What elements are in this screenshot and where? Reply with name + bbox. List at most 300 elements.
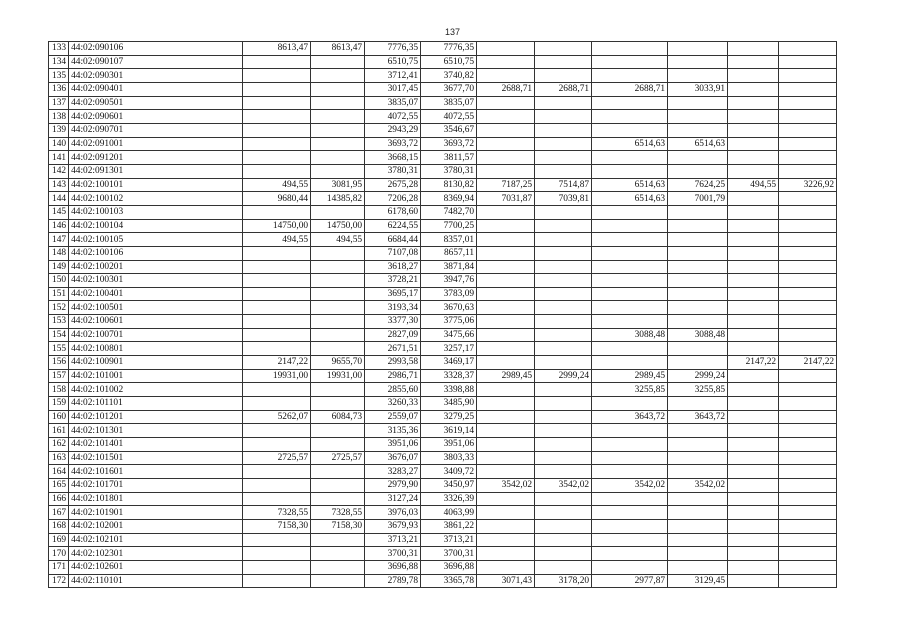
value-col-12-cell	[779, 410, 837, 424]
value-col-4-cell: 14750,00	[311, 219, 365, 233]
value-col-5-cell: 3135,36	[365, 424, 421, 438]
value-col-6-cell: 3485,90	[421, 397, 477, 411]
table-row	[49, 110, 837, 124]
value-col-8-cell	[535, 328, 592, 342]
row-number-cell: 134	[49, 55, 69, 69]
table-row	[49, 151, 837, 165]
cadastral-block-cell: 44:02:101201	[69, 410, 243, 424]
value-col-12-cell	[779, 519, 837, 533]
value-col-6-cell: 3713,21	[421, 533, 477, 547]
value-col-6-cell: 3670,63	[421, 301, 477, 315]
value-col-12-cell	[779, 96, 837, 110]
value-col-10-cell: 2999,24	[668, 369, 728, 383]
value-col-4-cell	[311, 96, 365, 110]
table-row	[49, 233, 837, 247]
value-col-11-cell	[728, 164, 779, 178]
value-col-6-cell: 3775,06	[421, 315, 477, 329]
row-number-cell: 137	[49, 96, 69, 110]
value-col-3-cell	[243, 274, 311, 288]
cadastral-block-cell: 44:02:101701	[69, 479, 243, 493]
value-col-3-cell: 14750,00	[243, 219, 311, 233]
value-col-7-cell	[477, 451, 535, 465]
value-col-7-cell	[477, 164, 535, 178]
cadastral-block-cell: 44:02:090701	[69, 123, 243, 137]
table-row	[49, 465, 837, 479]
value-col-12-cell	[779, 137, 837, 151]
value-col-5-cell: 3377,30	[365, 315, 421, 329]
value-col-7-cell	[477, 246, 535, 260]
value-col-7-cell	[477, 96, 535, 110]
value-col-7-cell	[477, 492, 535, 506]
value-col-6-cell: 4072,55	[421, 110, 477, 124]
value-col-9-cell	[592, 246, 668, 260]
cadastral-block-cell: 44:02:102301	[69, 547, 243, 561]
value-col-5-cell: 3679,93	[365, 519, 421, 533]
cadastral-block-cell: 44:02:100105	[69, 233, 243, 247]
value-col-4-cell	[311, 315, 365, 329]
value-col-11-cell	[728, 424, 779, 438]
cadastral-block-cell: 44:02:090301	[69, 69, 243, 83]
value-col-9-cell: 3542,02	[592, 479, 668, 493]
value-col-9-cell	[592, 547, 668, 561]
value-col-10-cell	[668, 301, 728, 315]
table-body	[49, 42, 837, 588]
value-col-11-cell	[728, 574, 779, 588]
value-col-11-cell	[728, 110, 779, 124]
value-col-12-cell	[779, 533, 837, 547]
value-col-11-cell	[728, 519, 779, 533]
value-col-3-cell	[243, 479, 311, 493]
value-col-5-cell: 3976,03	[365, 506, 421, 520]
value-col-8-cell	[535, 287, 592, 301]
value-col-10-cell	[668, 506, 728, 520]
cadastral-block-cell: 44:02:101901	[69, 506, 243, 520]
value-col-8-cell	[535, 547, 592, 561]
value-col-3-cell	[243, 383, 311, 397]
table-row	[49, 69, 837, 83]
value-col-5-cell: 3695,17	[365, 287, 421, 301]
value-col-12-cell	[779, 506, 837, 520]
value-col-3-cell: 19931,00	[243, 369, 311, 383]
value-col-4-cell	[311, 397, 365, 411]
value-col-12-cell	[779, 451, 837, 465]
value-col-6-cell: 3947,76	[421, 274, 477, 288]
row-number-cell: 170	[49, 547, 69, 561]
value-col-7-cell	[477, 137, 535, 151]
table-row	[49, 342, 837, 356]
value-col-4-cell	[311, 465, 365, 479]
value-col-10-cell	[668, 151, 728, 165]
value-col-9-cell	[592, 533, 668, 547]
value-col-4-cell	[311, 574, 365, 588]
cadastral-block-cell: 44:02:100501	[69, 301, 243, 315]
value-col-7-cell	[477, 383, 535, 397]
value-col-7-cell	[477, 506, 535, 520]
value-col-12-cell	[779, 69, 837, 83]
value-col-9-cell	[592, 560, 668, 574]
value-col-3-cell	[243, 123, 311, 137]
value-col-10-cell: 3033,91	[668, 82, 728, 96]
value-col-5-cell: 7206,28	[365, 192, 421, 206]
value-col-11-cell	[728, 233, 779, 247]
value-col-4-cell	[311, 383, 365, 397]
table-row	[49, 560, 837, 574]
value-col-8-cell	[535, 55, 592, 69]
value-col-4-cell	[311, 137, 365, 151]
value-col-6-cell: 3780,31	[421, 164, 477, 178]
table-row	[49, 397, 837, 411]
value-col-3-cell: 8613,47	[243, 42, 311, 56]
value-col-3-cell	[243, 110, 311, 124]
table-row	[49, 410, 837, 424]
value-col-11-cell	[728, 397, 779, 411]
value-col-4-cell	[311, 246, 365, 260]
value-col-8-cell	[535, 274, 592, 288]
value-col-9-cell	[592, 397, 668, 411]
value-col-9-cell	[592, 315, 668, 329]
value-col-11-cell	[728, 547, 779, 561]
row-number-cell: 147	[49, 233, 69, 247]
value-col-3-cell	[243, 560, 311, 574]
value-col-8-cell	[535, 506, 592, 520]
value-col-8-cell	[535, 137, 592, 151]
value-col-5-cell: 2986,71	[365, 369, 421, 383]
table-row	[49, 519, 837, 533]
value-col-10-cell	[668, 42, 728, 56]
cadastral-block-cell: 44:02:100101	[69, 178, 243, 192]
value-col-8-cell	[535, 110, 592, 124]
value-col-11-cell	[728, 219, 779, 233]
table-row	[49, 356, 837, 370]
value-col-11-cell	[728, 42, 779, 56]
value-col-10-cell	[668, 164, 728, 178]
value-col-9-cell	[592, 55, 668, 69]
value-col-7-cell: 3542,02	[477, 479, 535, 493]
value-col-5-cell: 3668,15	[365, 151, 421, 165]
value-col-8-cell	[535, 42, 592, 56]
value-col-7-cell	[477, 397, 535, 411]
value-col-9-cell	[592, 151, 668, 165]
value-col-6-cell: 8369,94	[421, 192, 477, 206]
value-col-8-cell	[535, 69, 592, 83]
value-col-12-cell	[779, 574, 837, 588]
table-row	[49, 547, 837, 561]
value-col-8-cell	[535, 315, 592, 329]
value-col-10-cell	[668, 110, 728, 124]
value-col-10-cell	[668, 287, 728, 301]
value-col-9-cell	[592, 438, 668, 452]
value-col-8-cell	[535, 397, 592, 411]
value-col-3-cell	[243, 69, 311, 83]
value-col-7-cell	[477, 233, 535, 247]
value-col-10-cell: 7624,25	[668, 178, 728, 192]
value-col-7-cell	[477, 410, 535, 424]
cadastral-block-cell: 44:02:100102	[69, 192, 243, 206]
value-col-6-cell: 3257,17	[421, 342, 477, 356]
table-row	[49, 192, 837, 206]
value-col-3-cell	[243, 55, 311, 69]
value-col-4-cell: 9655,70	[311, 356, 365, 370]
value-col-6-cell: 3871,84	[421, 260, 477, 274]
value-col-9-cell	[592, 301, 668, 315]
row-number-cell: 172	[49, 574, 69, 588]
value-col-7-cell	[477, 69, 535, 83]
value-col-7-cell	[477, 219, 535, 233]
cadastral-block-cell: 44:02:100801	[69, 342, 243, 356]
row-number-cell: 136	[49, 82, 69, 96]
value-col-9-cell: 6514,63	[592, 192, 668, 206]
value-col-11-cell	[728, 328, 779, 342]
value-col-5-cell: 2789,78	[365, 574, 421, 588]
value-col-11-cell	[728, 479, 779, 493]
value-col-10-cell: 6514,63	[668, 137, 728, 151]
value-col-12-cell	[779, 465, 837, 479]
value-col-4-cell: 14385,82	[311, 192, 365, 206]
value-col-11-cell	[728, 192, 779, 206]
cadastral-block-cell: 44:02:100701	[69, 328, 243, 342]
value-col-3-cell	[243, 164, 311, 178]
table-row	[49, 506, 837, 520]
value-col-4-cell: 2725,57	[311, 451, 365, 465]
value-col-10-cell	[668, 533, 728, 547]
value-col-5-cell: 2993,58	[365, 356, 421, 370]
row-number-cell: 162	[49, 438, 69, 452]
value-col-3-cell: 2147,22	[243, 356, 311, 370]
value-col-10-cell	[668, 260, 728, 274]
value-col-5-cell: 3780,31	[365, 164, 421, 178]
value-col-3-cell	[243, 438, 311, 452]
table-row	[49, 574, 837, 588]
value-col-6-cell: 8130,82	[421, 178, 477, 192]
value-col-10-cell	[668, 397, 728, 411]
value-col-12-cell	[779, 55, 837, 69]
value-col-4-cell	[311, 342, 365, 356]
value-col-4-cell	[311, 328, 365, 342]
value-col-4-cell	[311, 151, 365, 165]
table-row	[49, 492, 837, 506]
value-col-11-cell	[728, 342, 779, 356]
table-row	[49, 123, 837, 137]
table-row	[49, 55, 837, 69]
value-col-9-cell	[592, 110, 668, 124]
table-row	[49, 164, 837, 178]
value-col-12-cell	[779, 205, 837, 219]
value-col-8-cell	[535, 342, 592, 356]
value-col-6-cell: 3409,72	[421, 465, 477, 479]
row-number-cell: 157	[49, 369, 69, 383]
value-col-10-cell	[668, 274, 728, 288]
value-col-6-cell: 3835,07	[421, 96, 477, 110]
value-col-4-cell	[311, 438, 365, 452]
value-col-9-cell: 3255,85	[592, 383, 668, 397]
value-col-7-cell: 7031,87	[477, 192, 535, 206]
value-col-7-cell	[477, 110, 535, 124]
value-col-10-cell	[668, 123, 728, 137]
row-number-cell: 163	[49, 451, 69, 465]
value-col-8-cell	[535, 438, 592, 452]
cadastral-block-cell: 44:02:100601	[69, 315, 243, 329]
value-col-9-cell	[592, 506, 668, 520]
value-col-9-cell	[592, 42, 668, 56]
row-number-cell: 171	[49, 560, 69, 574]
value-col-10-cell	[668, 342, 728, 356]
value-col-9-cell	[592, 465, 668, 479]
value-col-12-cell	[779, 246, 837, 260]
value-col-5-cell: 3283,27	[365, 465, 421, 479]
value-col-10-cell	[668, 315, 728, 329]
value-col-9-cell: 2688,71	[592, 82, 668, 96]
value-col-5-cell: 6510,75	[365, 55, 421, 69]
value-col-8-cell	[535, 533, 592, 547]
value-col-11-cell	[728, 69, 779, 83]
value-col-4-cell	[311, 82, 365, 96]
value-col-11-cell	[728, 287, 779, 301]
value-col-11-cell	[728, 151, 779, 165]
row-number-cell: 167	[49, 506, 69, 520]
value-col-10-cell: 3129,45	[668, 574, 728, 588]
value-col-11-cell: 2147,22	[728, 356, 779, 370]
value-col-7-cell	[477, 533, 535, 547]
value-col-3-cell: 5262,07	[243, 410, 311, 424]
value-col-11-cell	[728, 383, 779, 397]
value-col-7-cell	[477, 328, 535, 342]
value-col-9-cell	[592, 342, 668, 356]
value-col-6-cell: 3328,37	[421, 369, 477, 383]
value-col-6-cell: 3693,72	[421, 137, 477, 151]
row-number-cell: 153	[49, 315, 69, 329]
table-row	[49, 219, 837, 233]
value-col-6-cell: 3469,17	[421, 356, 477, 370]
value-col-12-cell	[779, 560, 837, 574]
value-col-4-cell	[311, 287, 365, 301]
value-col-9-cell	[592, 274, 668, 288]
value-col-11-cell	[728, 123, 779, 137]
value-col-4-cell: 6084,73	[311, 410, 365, 424]
table-row	[49, 274, 837, 288]
row-number-cell: 138	[49, 110, 69, 124]
value-col-10-cell: 3255,85	[668, 383, 728, 397]
cadastral-block-cell: 44:02:100104	[69, 219, 243, 233]
value-col-7-cell	[477, 301, 535, 315]
value-col-10-cell	[668, 424, 728, 438]
value-col-11-cell	[728, 465, 779, 479]
row-number-cell: 160	[49, 410, 69, 424]
row-number-cell: 146	[49, 219, 69, 233]
cadastral-block-cell: 44:02:100301	[69, 274, 243, 288]
value-col-5-cell: 2943,29	[365, 123, 421, 137]
value-col-3-cell	[243, 547, 311, 561]
value-col-3-cell	[243, 205, 311, 219]
value-col-11-cell	[728, 533, 779, 547]
value-col-4-cell	[311, 110, 365, 124]
value-col-4-cell	[311, 260, 365, 274]
value-col-4-cell	[311, 69, 365, 83]
value-col-7-cell	[477, 519, 535, 533]
value-col-9-cell	[592, 424, 668, 438]
value-col-11-cell	[728, 315, 779, 329]
value-col-10-cell	[668, 465, 728, 479]
value-col-6-cell: 3951,06	[421, 438, 477, 452]
value-col-12-cell	[779, 287, 837, 301]
value-col-11-cell	[728, 246, 779, 260]
value-col-12-cell	[779, 164, 837, 178]
value-col-9-cell	[592, 219, 668, 233]
value-col-3-cell	[243, 574, 311, 588]
cadastral-block-cell: 44:02:101002	[69, 383, 243, 397]
value-col-8-cell	[535, 96, 592, 110]
table-row	[49, 438, 837, 452]
cadastral-block-cell: 44:02:100201	[69, 260, 243, 274]
value-col-12-cell	[779, 424, 837, 438]
cadastral-block-cell: 44:02:101501	[69, 451, 243, 465]
value-col-8-cell	[535, 356, 592, 370]
cadastral-block-cell: 44:02:102601	[69, 560, 243, 574]
value-col-7-cell	[477, 205, 535, 219]
value-col-9-cell	[592, 233, 668, 247]
value-col-3-cell: 9680,44	[243, 192, 311, 206]
value-col-3-cell	[243, 465, 311, 479]
value-col-7-cell	[477, 424, 535, 438]
row-number-cell: 148	[49, 246, 69, 260]
cadastral-block-cell: 44:02:091201	[69, 151, 243, 165]
cadastral-block-cell: 44:02:090401	[69, 82, 243, 96]
value-col-3-cell	[243, 492, 311, 506]
value-col-8-cell	[535, 246, 592, 260]
value-col-7-cell: 2688,71	[477, 82, 535, 96]
value-col-10-cell: 7001,79	[668, 192, 728, 206]
value-col-12-cell	[779, 492, 837, 506]
value-col-9-cell	[592, 519, 668, 533]
value-col-10-cell: 3542,02	[668, 479, 728, 493]
row-number-cell: 150	[49, 274, 69, 288]
value-col-11-cell	[728, 369, 779, 383]
value-col-10-cell	[668, 451, 728, 465]
value-col-3-cell	[243, 301, 311, 315]
value-col-12-cell	[779, 438, 837, 452]
value-col-4-cell: 8613,47	[311, 42, 365, 56]
value-col-4-cell: 19931,00	[311, 369, 365, 383]
value-col-5-cell: 2855,60	[365, 383, 421, 397]
value-col-10-cell: 3643,72	[668, 410, 728, 424]
value-col-12-cell: 2147,22	[779, 356, 837, 370]
cadastral-block-cell: 44:02:101101	[69, 397, 243, 411]
value-col-5-cell: 4072,55	[365, 110, 421, 124]
value-col-5-cell: 3696,88	[365, 560, 421, 574]
value-col-6-cell: 8357,01	[421, 233, 477, 247]
row-number-cell: 165	[49, 479, 69, 493]
value-col-6-cell: 7700,25	[421, 219, 477, 233]
cadastral-block-cell: 44:02:100106	[69, 246, 243, 260]
cadastral-block-cell: 44:02:100901	[69, 356, 243, 370]
table-row	[49, 328, 837, 342]
value-col-9-cell: 2989,45	[592, 369, 668, 383]
value-col-12-cell	[779, 151, 837, 165]
value-col-5-cell: 3712,41	[365, 69, 421, 83]
value-col-7-cell	[477, 123, 535, 137]
cadastral-block-cell: 44:02:101601	[69, 465, 243, 479]
value-col-3-cell	[243, 342, 311, 356]
value-col-3-cell: 2725,57	[243, 451, 311, 465]
value-col-9-cell	[592, 260, 668, 274]
value-col-9-cell: 2977,87	[592, 574, 668, 588]
value-col-5-cell: 7107,08	[365, 246, 421, 260]
value-col-6-cell: 8657,11	[421, 246, 477, 260]
value-col-6-cell: 3326,39	[421, 492, 477, 506]
value-col-8-cell: 7514,87	[535, 178, 592, 192]
value-col-3-cell	[243, 82, 311, 96]
value-col-6-cell: 3398,88	[421, 383, 477, 397]
value-col-7-cell	[477, 465, 535, 479]
